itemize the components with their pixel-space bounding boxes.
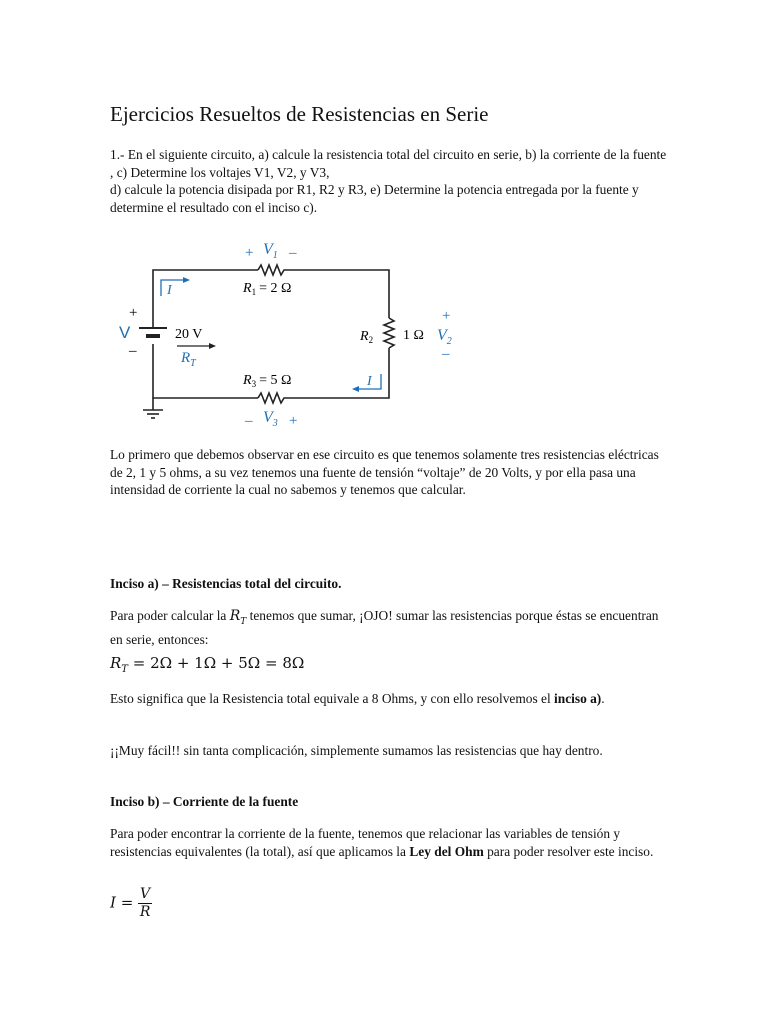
intro-paragraph: Lo primero que debemos observar en ese circuito es que tenemos solamente tres resistencias eléctricas de 2, 1 y 5 ohms, a su vez tenemos una fuente de tensión “voltaje” de 20 Volts, y por ella pasa una intensidad de corriente la cual no sabemos y tenemos que calcular.: [110, 447, 659, 498]
ground-symbol: [143, 410, 163, 418]
section-a-heading: Inciso a) – Resistencias total del circuito.: [110, 576, 342, 591]
v2-label: $V_2$: [437, 327, 452, 347]
battery-symbol: [139, 328, 167, 336]
problem-line-1: 1.- En el siguiente circuito, a) calcule la resistencia total del circuito en serie, b) la corriente de la fuente , c) Determine los voltajes V1, V2, y V3,: [110, 147, 667, 180]
rt-arrowhead: [209, 343, 216, 349]
page-title: Ejercicios Resueltos de Resistencias en Serie: [110, 102, 489, 126]
source-plus: +: [129, 305, 138, 321]
section-a-paragraph: [110, 607, 670, 649]
v3-minus: –: [245, 413, 253, 429]
resistor-r2-symbol: [384, 318, 394, 348]
rt-inline-symbol: $R_T$: [229, 608, 247, 627]
v3-label: $V_3$: [263, 409, 278, 429]
r3-label: $R_3 = 5$ Ω: [243, 373, 292, 389]
current-arrowhead-bottom: [352, 386, 359, 392]
resistor-r1-symbol: [258, 265, 287, 275]
current-label-bottom: I: [367, 374, 372, 389]
source-value: 20 V: [175, 327, 203, 342]
ohm-law-fraction: $\frac{V}{R}$: [139, 886, 151, 920]
resistor-r3-symbol: [258, 393, 287, 403]
v1-minus: –: [289, 245, 297, 261]
v1-plus: +: [245, 245, 254, 261]
section-a-result: Esto significa que la Resistencia total equivale a 8 Ohms, y con ello resolvemos el inciso a).: [110, 691, 605, 706]
ohm-law-bold: Ley del Ohm: [409, 843, 484, 859]
section-b-paragraph: Para poder encontrar la corriente de la fuente, tenemos que relacionar las variables de tensión y resistencias equivalentes (la total), así que aplicamos la Ley del Ohm para poder resolver este inciso.: [110, 826, 654, 859]
section-a-text-before: Para poder calcular la: [110, 608, 227, 623]
r2-value: 1 Ω: [403, 328, 424, 343]
section-b-heading: Inciso b) – Corriente de la fuente: [110, 794, 299, 809]
v1-label: $V_1$: [263, 241, 278, 261]
rt-equation: $R_T = 2\Omega + 1\Omega + 5\Omega = 8\Omega$: [110, 654, 305, 675]
v2-minus: –: [442, 346, 450, 362]
inciso-a-bold: inciso a): [554, 691, 602, 706]
current-label-top: I: [167, 283, 172, 298]
r1-label: $R_1 = 2$ Ω: [243, 281, 292, 297]
ohm-law-equation: I = $\frac{V}{R}$: [110, 886, 151, 920]
problem-statement: [110, 146, 670, 216]
section-a-comment: ¡¡Muy fácil!! sin tanta complicación, simplemente sumamos las resistencias que hay dentro.: [110, 743, 603, 758]
current-arrowhead-top: [183, 277, 190, 283]
section-a-text-after: tenemos que sumar, ¡OJO! sumar las resistencias porque éstas se encuentran en serie, entonces:: [110, 608, 659, 648]
rt-label: $R_T$: [181, 350, 196, 369]
source-v-symbol: V: [119, 323, 131, 342]
r2-label: $R_2$: [360, 329, 374, 345]
source-minus: –: [129, 343, 137, 359]
v3-plus: +: [289, 413, 298, 429]
v2-plus: +: [442, 308, 451, 324]
series-circuit-diagram: [115, 232, 475, 432]
current-arrow-top: [161, 280, 183, 296]
problem-line-2: d) calcule la potencia disipada por R1, R2 y R3, e) Determine la potencia entregada por la fuente y determine el resultado con el inciso c).: [110, 182, 639, 215]
